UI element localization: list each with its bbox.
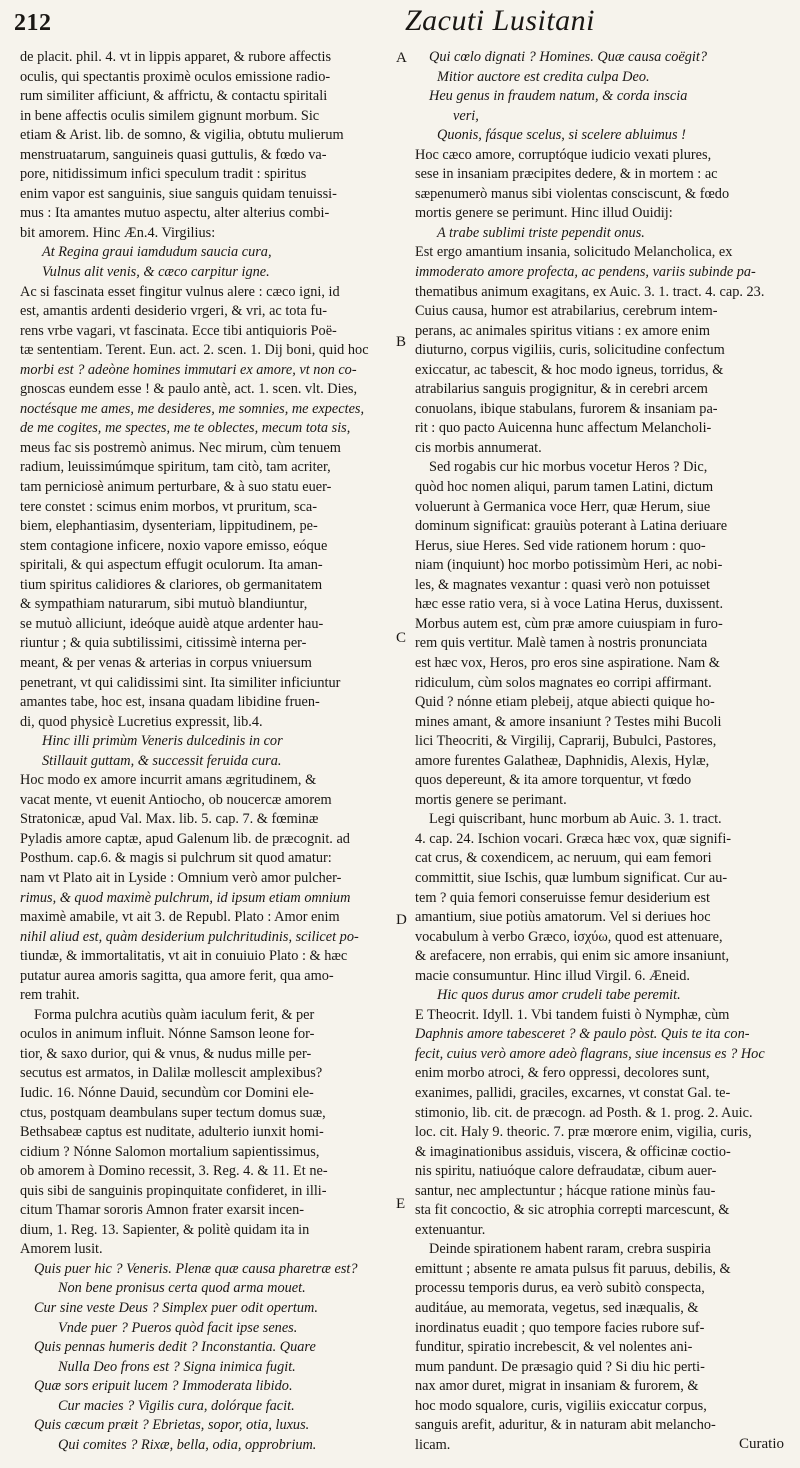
text-line: Deinde spirationem habent raram, crebra suspiria [429,1241,711,1258]
text-line: noctésque me ames, me desideres, me somnies, me expectes, [20,400,365,417]
text-line: rens vrbe vagari, vt fascinata. Ecce tibi antiquioris Poë- [20,322,337,339]
text-line: tem ? quia femori conseruisse femur desiderium est [415,889,710,906]
text-line: Bethsabeæ captus est nuditate, adulterio iunxit homi- [20,1124,324,1141]
text-line: licam. [415,1436,451,1453]
text-line: Quis puer hic ? Veneris. Plenæ quæ causa pharetræ est? [34,1260,358,1277]
text-line: loc. cit. Haly 9. theoric. 7. præ mœrore enim, vigilia, curis, [415,1124,752,1141]
margin-letter-e: E [396,1196,406,1212]
text-line: Morbus autem est, cùm præ amore cuiuspiam in furo- [415,615,723,632]
text-line: tior, & saxo durior, qui & vnus, & nudus mille per- [20,1045,312,1062]
text-line: quòd hoc nomen aliqui, parum tamen Latini, dictum [415,479,714,496]
text-line: & imaginationibus assiduis, viscera, & officinæ coctio- [415,1143,731,1160]
text-line: Est ergo amantium insania, solicitudo Melancholica, ex [415,244,733,261]
text-line: processu temporis durus, ea verò subitò conspecta, [415,1280,705,1297]
text-line: 4. cap. 24. Ischion vocari. Græca hæc vox, quæ signifi- [415,830,732,847]
margin-letter-b: B [396,334,407,350]
text-line: amore furentes Galatheæ, Daphnidis, Alexis, Hylæ, [415,752,710,769]
text-line: & arefacere, non errabis, qui enim sic amore insaniunt, [415,948,730,965]
text-line: Nulla Deo frons est ? Signa inimica fugit. [58,1358,296,1375]
text-line: cidium ? Nónne Salomon mortalium sapientissimus, [20,1143,320,1160]
text-line: ob amorem à Domino recessit, 3. Reg. 4. & 11. Et ne- [20,1163,328,1180]
text-line: Herus, siue Heres. Sed vide rationem horum : quo- [415,537,706,554]
text-line: quos depereunt, & ita amore torquentur, vt fœdo [415,772,692,789]
text-line: E Theocrit. Idyll. 1. Vbi tandem fuisti ò Nymphæ, cùm [415,1006,730,1023]
text-line: immoderato amore profecta, ac pendens, variis subinde pa- [415,264,756,281]
text-line: sese in insaniam præcipites dedere, & in mortem : ac [415,166,718,183]
text-line: Hic quos durus amor crudeli tabe peremit. [437,987,681,1004]
catchword: Curatio [739,1436,784,1452]
text-line: dominum significat: grauiùs poterant à Latina deriuare [415,518,728,535]
text-line: sæpenumerò manus sibi violentas consciscunt, & fœdo [415,185,730,202]
text-line: stem contagione inficere, noxio vapore emisso, eóque [20,537,328,554]
text-line: Mitior auctore est credita culpa Deo. [437,68,650,85]
text-line: & sympathiam naturarum, sibi mutuò blandiuntur, [20,596,308,613]
text-line: mines amant, & amore insaniunt ? Testes mihi Bucoli [415,713,722,730]
text-line: auditáue, au memorata, vegetus, sed inæqualis, & [415,1300,699,1316]
text-line: lici Theocriti, & Virgilij, Caprarij, Bubulci, Pastores, [415,733,717,750]
text-line: enim vapor est sanguinis, siue sanguis quidam tenuissi- [20,185,337,202]
text-line: Pyladis amore captæ, apud Galenum lib. de præcognit. ad [20,830,350,847]
text-line: est hæc vox, Heros, pro eros sine aspiratione. Nam & [415,654,720,671]
text-line: cis morbis annumerat. [415,439,542,456]
text-line: amantium, siue potiùs amatorum. Vel si deriues hoc [415,909,711,926]
text-line: Heu genus in fraudem natum, & corda inscia [429,88,688,105]
text-line: Quæ sors eripuit lucem ? Immoderata libido. [34,1378,293,1395]
text-line: Posthum. cap.6. & magis si pulchrum sit quod amatur: [20,850,332,867]
text-line: mus : Ita amantes mutuo aspectu, alter alterius combi- [20,205,330,222]
text-line: nihil aliud est, quàm desiderium pulchritudinis, scilicet po- [20,928,359,945]
text-line: fecit, cuius verò amore adeò flagrans, siue incensus es ? Hoc [415,1045,765,1062]
text-line: cat crus, & coxendicem, ac neruum, qui eam femori [415,850,712,867]
text-line: Sed rogabis cur hic morbus vocetur Heros ? Dic, [429,459,708,476]
text-line: Quonis, fásque scelus, si scelere abluimus ! [437,127,686,144]
text-line: quis sibi de sanguinis propinquitate confideret, in illi- [20,1182,327,1199]
text-line: tiundæ, & immortalitatis, vt ait in conuiuio Plato : & hæc [20,948,348,965]
text-line: maximè amabile, vt ait 3. de Republ. Plato : Amor enim [20,909,340,926]
text-line: exanimes, pallidi, graciles, excarnes, vt constat Gal. te- [415,1084,731,1101]
margin-letter-d: D [396,912,407,928]
text-line: biem, elephantiasim, dysenteriam, lippitudinem, pe- [20,518,318,535]
text-line: A trabe sublimi triste pependit onus. [437,224,645,241]
text-line: atrabilarius sanguis progignitur, & in cerebri arcem [415,381,708,398]
text-line: inordinatus euadit ; quo tempore facies rubore suf- [415,1319,705,1336]
text-line: Cur sine veste Deus ? Simplex puer odit opertum. [34,1300,318,1316]
text-line: dium, 1. Reg. 13. Sapienter, & politè quidam ita in [20,1221,310,1238]
right-column [415,48,785,1455]
left-column [20,48,400,1455]
text-line: Vulnus alit venis, & cæco carpitur igne. [42,264,270,281]
text-line: thematibus animum exagitans, ex Auic. 3. 1. tract. 4. cap. 23. [415,283,765,300]
text-line: rimus, & quod maximè pulchrum, id ipsum etiam omnium [20,889,351,906]
text-line: di, quod physicè Lucretius expressit, lib.4. [20,713,263,730]
text-line: se mutuò alliciunt, ideóque auidè atque ardenter hau- [20,615,324,632]
text-line: conuolans, ibique stabulans, furorem & insaniam pa- [415,400,718,417]
text-line: Amorem lusit. [20,1241,103,1258]
text-line: penetrant, vt qui calidissimi sint. Ita similiter inficiuntur [20,674,341,691]
text-line: Stratonicæ, apud Val. Max. lib. 5. cap. 7. & fœminæ [20,811,319,828]
text-line: mum pandunt. De præsagio quid ? Si diu hic perti- [415,1358,705,1375]
text-line: tæ sententiam. Terent. Eun. act. 2. scen. 1. Dij boni, quid hoc [20,342,369,359]
text-line: Cur macies ? Vigilis cura, dolórque facit. [58,1397,295,1414]
text-line: voluerunt à Germanica voce Herr, quæ Herum, siue [415,498,711,515]
text-line: Hoc cæco amore, corruptóque iudicio vexati plures, [415,146,712,163]
text-line: oculos in animum influit. Nónne Samson leone for- [20,1026,315,1043]
text-line: Quis cæcum præit ? Ebrietas, sopor, otia, luxus. [34,1417,310,1434]
text-line: nis spiritu, natiuóque calore defraudatæ, cibum auer- [415,1163,717,1180]
text-line: mortis genere se perimunt. Hinc illud Ouidij: [415,205,673,222]
text-line: Non bene pronisus certa quod arma mouet. [58,1280,306,1297]
text-line: sanguis arefit, aduritur, & in naturam abit melancho- [415,1417,716,1434]
text-line: Daphnis amore tabesceret ? & paulo pòst. Quis te ita con- [415,1026,750,1043]
text-line: vocabulum à verbo Græco, ἰσχύω, quod est attenuare, [415,928,723,945]
text-line: riuntur ; & quia subtilissimi, citissimè interna per- [20,635,307,652]
text-line: tere constet : scimus enim morbos, vt pruritum, sca- [20,498,317,515]
text-line: Iudic. 16. Nónne Dauid, secundùm cor Domini ele- [20,1084,314,1101]
text-line: Hinc illi primùm Veneris dulcedinis in cor [42,733,283,750]
text-line: citum Thamar sororis Amnon frater exarsit incen- [20,1202,304,1219]
text-line: niam (inquiunt) hoc morbo potissimùm Heri, ac nobi- [415,557,723,574]
margin-letter-a: A [396,50,407,66]
text-line: committit, siue Ischis, quæ lumbum significat. Cur au- [415,869,728,886]
text-line: gnoscas eundem esse ! & paulo antè, act. 1. scen. vlt. Dies, [20,381,358,398]
text-line: nam vt Plato ait in Lyside : Omnium verò amor pulcher- [20,869,342,886]
text-line: amantes tabe, hoc est, insana quadam libidine fruen- [20,694,320,711]
text-line: putatur aurea amoris sagitta, qua amore ferit, qua amo- [20,967,334,984]
text-line: Cuius causa, humor est atrabilarius, cerebrum intem- [415,303,718,320]
text-line: tam perniciosè animum perturbare, & à suo statu euer- [20,479,332,496]
text-line: rem quis vertitur. Malè tamen à nostris pronunciata [415,635,708,652]
text-line: meus fac sis postremò animus. Nec mirum, cùm tenuem [20,439,341,456]
text-line: de me cogites, me spectes, me te oblectes, mecum tota sis, [20,420,351,437]
text-line: tium spiritus calidiores & clariores, ob germanitatem [20,576,323,593]
text-line: les, & magnates vexantur : quasi verò non potuisset [415,576,711,593]
text-line: ridiculum, cùm solos magnates eo corripi affirmant. [415,674,712,691]
text-line: de placit. phil. 4. vt in lippis apparet, & rubore affectis [20,49,332,65]
text-line: macie consumuntur. Hinc illud Virgil. 6. Æneid. [415,967,690,984]
text-line: rum similiter afficiunt, & affrictu, & contactu spiritali [20,88,328,105]
text-line: pore, nitidissimum infici speculum tradit : spiritus [20,166,307,183]
text-line: extenuantur. [415,1221,486,1238]
text-line: est, amantis ardenti desiderio vrgeri, & vri, ac tota fu- [20,303,328,320]
text-line: radium, leuissimúmque spiritum, tam citò, tam acriter, [20,459,331,476]
text-line: Stillauit guttam, & successit feruida cura. [42,752,282,769]
text-line: ctus, postquam deambulans super tectum domus suæ, [20,1104,326,1121]
text-line: morbi est ? adeòne homines immutari ex amore, vt non co- [20,361,357,378]
text-line: bit amorem. Hinc Æn.4. Virgilius: [20,224,216,241]
text-line: Hoc modo ex amore incurrit amans ægritudinem, & [20,772,317,789]
text-line: spiritali, & qui aspectum effugit oculorum. Ita aman- [20,557,323,574]
text-line: Qui comites ? Rixæ, bella, odia, opprobrium. [58,1436,317,1453]
text-line: nax amor duret, migrat in insaniam & furorem, & [415,1378,699,1395]
text-line: Quid ? nónne etiam plebeij, atque abiecti quique ho- [415,694,715,711]
running-head: Zacuti Lusitani [404,4,596,37]
page-number: 212 [14,10,52,36]
text-line: perans, ac animales spiritus vitians : ex amore enim [415,322,710,339]
text-line: hoc modo squalore, curis, vigiliis exiccatur corpus, [415,1397,707,1414]
text-line: vacat mente, vt euenit Antiocho, ob noucercæ amorem [20,791,332,808]
text-line: veri, [453,107,479,124]
text-line: rem trahit. [20,987,80,1004]
text-line: Quis pennas humeris dedit ? Inconstantia. Quare [34,1339,316,1356]
text-line: Qui cœlo dignati ? Homines. Quæ causa coëgit? [429,49,707,65]
text-line: exiccatur, ac tabescit, & hoc modo igneus, torridus, & [415,361,724,378]
text-line: menstruatarum, sanguineis quasi guttulis, & fœdo va- [20,146,327,163]
text-line: secutus est armatos, in Dalilæ mollescit amplexibus? [20,1065,323,1082]
text-line: santur, nec amplectuntur ; hácque ratione minùs fau- [415,1182,716,1199]
text-line: At Regina graui iamdudum saucia cura, [42,244,272,261]
text-line: mortis genere se perimant. [415,791,567,808]
text-line: Vnde puer ? Pueros quòd facit ipse senes. [58,1319,298,1336]
text-line: sta fit concoctio, & sic atrophia correpti marcescunt, & [415,1202,730,1219]
page-header [0,2,800,42]
text-line: Ac si fascinata esset fingitur vulnus alere : cæco igni, id [20,283,340,300]
text-line: in bene affectis oculis similem gignunt morbum. Sic [20,107,320,124]
text-line: meant, & per venas & arterias in corpus vniuersum [20,654,312,671]
text-line: emittunt ; absente re amata pulsus fit paruus, debilis, & [415,1260,731,1277]
margin-letter-c: C [396,630,407,646]
text-line: stimonio, lib. cit. de præcogn. ad Posth. & 1. prog. 2. Auic. [415,1104,753,1121]
text-line: rit : quo pacto Auicenna hunc affectum Melancholi- [415,420,712,437]
text-line: Legi quiscribant, hunc morbum ab Auic. 3. 1. tract. [429,811,722,828]
text-line: Forma pulchra acutiùs quàm iaculum ferit, & per [34,1006,315,1023]
text-line: hæc esse ratio vera, si à voce Latina Herus, duxissent. [415,596,724,613]
text-line: oculis, qui spectantis proximè oculos emissione radio- [20,68,331,85]
text-line: funditur, spiratio increbescit, & vel nolentes ani- [415,1339,693,1356]
text-line: enim morbo atroci, & fero oppressi, decolores sunt, [415,1065,710,1082]
text-line: diuturno, corpus vigiliis, curis, solicitudine confectum [415,342,725,359]
text-line: etiam & Arist. lib. de somno, & vigilia, obtutu mulierum [20,127,344,144]
